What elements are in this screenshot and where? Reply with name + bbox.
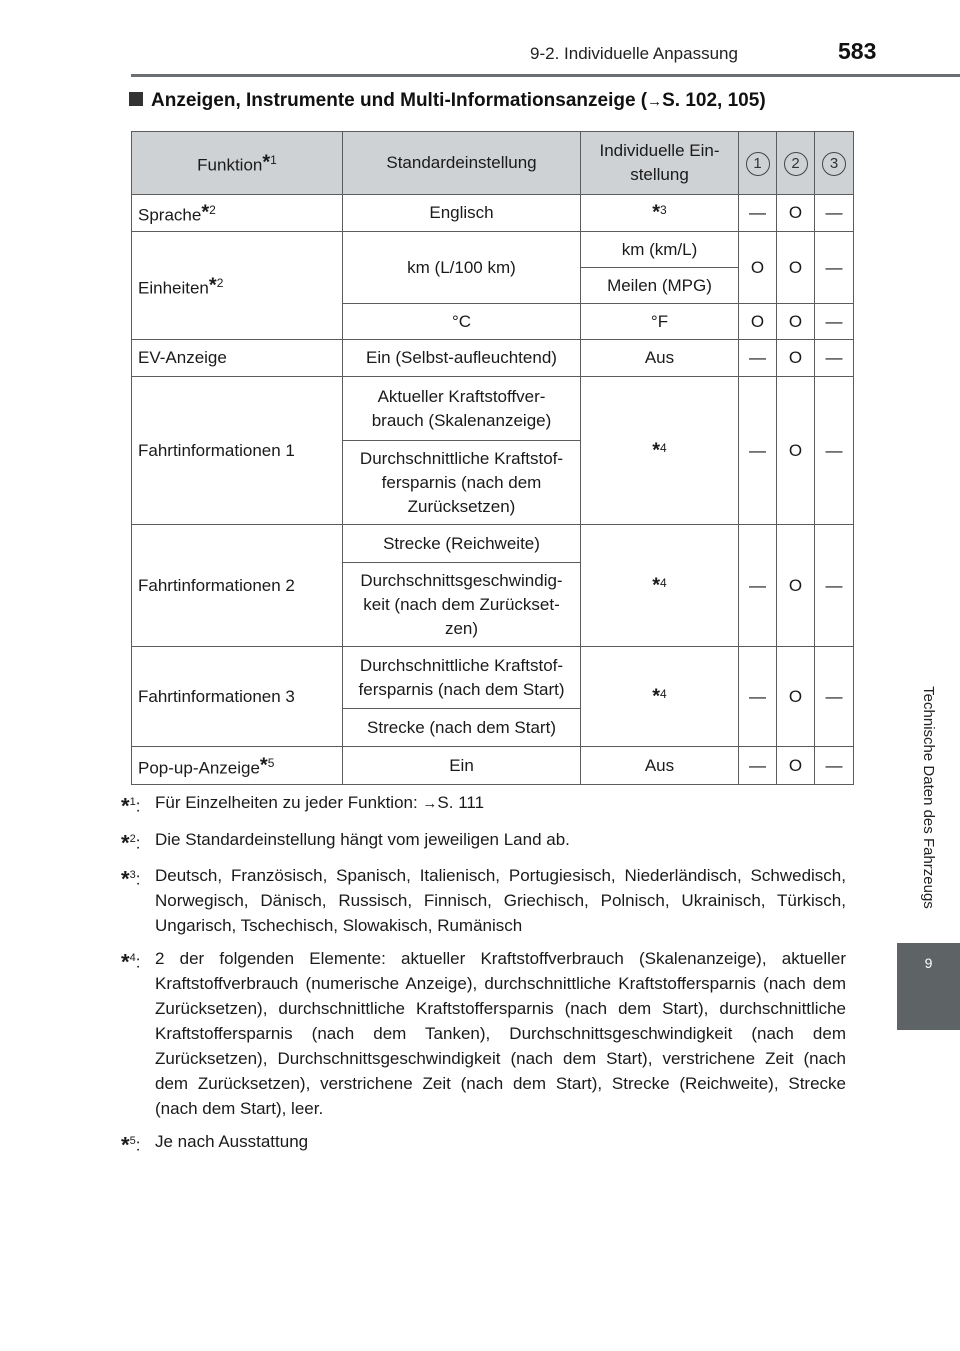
row-mark-2: O: [777, 377, 815, 525]
row-mark-1: O: [739, 304, 777, 340]
cell-line: brauch (Skalenanzeige): [371, 410, 552, 430]
cell-text: Sprache: [138, 205, 202, 225]
footnote-text: Die Standardeinstellung hängt vom jeweiligen Land ab.: [155, 829, 570, 849]
row-default: [343, 563, 581, 647]
footnote-number: 5: [129, 1135, 136, 1148]
row-mark-2: O: [777, 647, 815, 747]
row-custom: [581, 525, 739, 647]
row-custom: [581, 647, 739, 747]
cell-text: Pop-up-Anzeige: [138, 758, 260, 778]
table-row: [132, 195, 854, 232]
footnotes: [121, 790, 846, 1166]
header-custom-line2: stellung: [630, 165, 689, 184]
row-mark-1: —: [739, 647, 777, 747]
table-row: [132, 525, 854, 563]
header-col-2: [777, 132, 815, 195]
footnote-5: [121, 1129, 846, 1158]
cell-line: fersparnis (nach dem Start): [358, 679, 565, 699]
row-custom: km (km/L): [581, 232, 739, 268]
cell-text: Einheiten: [138, 278, 209, 298]
cell-ref: 3: [660, 203, 667, 218]
cell-line: Aktueller Kraftstoffver-: [377, 386, 546, 406]
footnote-1: [121, 790, 846, 819]
asterisk-icon: *: [121, 830, 130, 856]
arrow-right-icon: →: [422, 795, 438, 812]
row-custom: Aus: [581, 340, 739, 377]
row-default: Ein: [343, 747, 581, 785]
row-mark-2: O: [777, 232, 815, 304]
chapter-side-label: [897, 652, 960, 942]
row-mark-3: —: [815, 647, 854, 747]
section-title: 9-2. Individuelle Anpassung: [530, 44, 738, 63]
header-function-ref: 1: [270, 153, 277, 168]
table-row: [132, 340, 854, 377]
header-function-label: Funktion: [197, 155, 263, 175]
footnote-marker: *$^1$:: [121, 793, 141, 819]
cell-ref: 4: [660, 575, 667, 590]
footnote-marker: *$^5$:: [121, 1132, 141, 1158]
asterisk-icon: *: [208, 274, 217, 297]
row-custom: °F: [581, 304, 739, 340]
table-row: [132, 647, 854, 709]
square-bullet-icon: [129, 92, 143, 106]
asterisk-icon: *: [262, 151, 271, 174]
row-mark-1: —: [739, 340, 777, 377]
footnote-number: 2: [129, 832, 136, 845]
row-custom: Meilen (MPG): [581, 268, 739, 304]
row-custom: [581, 195, 739, 232]
footnote-text-before: Für Einzelheiten zu jeder Funktion:: [155, 793, 423, 812]
row-mark-3: —: [815, 747, 854, 785]
header-col-1: [739, 132, 777, 195]
chapter-number: 9: [924, 955, 933, 971]
asterisk-icon: *: [121, 866, 130, 892]
row-mark-3: —: [815, 232, 854, 304]
asterisk-icon: *: [201, 201, 210, 224]
row-mark-2: O: [777, 747, 815, 785]
row-default: km (L/100 km): [343, 232, 581, 304]
footnote-text: Deutsch, Französisch, Spanisch, Italienisch, Portugiesisch, Niederländisch, Schwedisch, Norwegisch, Dänisch, Russisch, Finnisch, Griechisch, Polnisch, Ukrainisch, Türkisch, Ungarisch, Tschechisch, Slowakisch, Rumänisch: [155, 866, 846, 936]
cell-ref: 4: [660, 440, 667, 455]
footnote-4: [121, 946, 846, 1121]
circled-number-2: 2: [784, 152, 808, 176]
row-mark-1: —: [739, 195, 777, 232]
cell-ref: 5: [267, 755, 275, 770]
cell-line: Zurücksetzen): [407, 496, 516, 516]
row-mark-2: O: [777, 525, 815, 647]
header-rule: [131, 74, 960, 77]
header-function: [132, 132, 343, 195]
asterisk-icon: *: [652, 201, 661, 224]
row-mark-1: O: [739, 232, 777, 304]
footnote-3: [121, 863, 846, 938]
row-custom: [581, 377, 739, 525]
row-mark-1: —: [739, 377, 777, 525]
row-mark-1: —: [739, 525, 777, 647]
row-mark-2: O: [777, 195, 815, 232]
footnote-text: Je nach Ausstattung: [155, 1132, 309, 1152]
row-function: [132, 232, 343, 340]
asterisk-icon: *: [652, 439, 661, 462]
row-function: [132, 195, 343, 232]
row-mark-2: O: [777, 304, 815, 340]
cell-ref: 2: [209, 203, 216, 218]
row-default: °C: [343, 304, 581, 340]
footnote-2: [121, 827, 846, 856]
row-mark-3: —: [815, 340, 854, 377]
row-mark-1: —: [739, 747, 777, 785]
footnote-marker: *$^4$:: [121, 949, 141, 975]
section-heading: [129, 90, 766, 112]
row-mark-3: —: [815, 525, 854, 647]
asterisk-icon: *: [121, 1132, 130, 1158]
circled-number-1: 1: [746, 152, 770, 176]
footnote-number: 3: [129, 869, 136, 882]
row-mark-3: —: [815, 377, 854, 525]
table-row: [132, 232, 854, 268]
footnote-number: 4: [129, 952, 136, 965]
table-row: [132, 377, 854, 441]
table-header-row: [132, 132, 854, 195]
heading-ref[interactable]: S. 102, 105): [662, 90, 766, 111]
page-number: 583: [838, 38, 877, 64]
header-custom: [581, 132, 739, 195]
asterisk-icon: *: [121, 949, 130, 975]
cell-ref: 2: [216, 275, 224, 290]
chapter-tab[interactable]: [897, 943, 960, 1030]
asterisk-icon: *: [652, 685, 661, 708]
row-mark-2: O: [777, 340, 815, 377]
cell-line: Durchschnittliche Kraftstof-: [359, 448, 564, 468]
cell-line: fersparnis (nach dem: [381, 472, 542, 492]
circled-number-3: 3: [822, 152, 846, 176]
chapter-label-text: Technische Daten des Fahrzeugs: [920, 685, 938, 909]
footnote-marker: *$^3$:: [121, 866, 141, 892]
row-mark-3: —: [815, 195, 854, 232]
row-default: Englisch: [343, 195, 581, 232]
cell-line: Durchschnittliche Kraftstof-: [359, 655, 564, 675]
row-function: EV-Anzeige: [132, 340, 343, 377]
row-default: Ein (Selbst-aufleuchtend): [343, 340, 581, 377]
asterisk-icon: *: [121, 793, 130, 819]
settings-table: [131, 131, 854, 785]
header-default: Standardeinstellung: [343, 132, 581, 195]
header-col-3: [815, 132, 854, 195]
row-mark-3: —: [815, 304, 854, 340]
cell-line: zen): [444, 618, 479, 638]
row-default: [343, 377, 581, 441]
footnote-marker: *$^2$:: [121, 830, 141, 856]
row-function: Fahrtinformationen 2: [132, 525, 343, 647]
asterisk-icon: *: [259, 754, 268, 777]
cell-line: Durchschnittsgeschwindig-: [360, 570, 563, 590]
row-function: Fahrtinformationen 1: [132, 377, 343, 525]
asterisk-icon: *: [652, 574, 661, 597]
row-default: Strecke (nach dem Start): [343, 709, 581, 747]
footnote-text: 2 der folgenden Elemente: aktueller Kraftstoffverbrauch (Skalenanzeige), aktueller Kraftstoffverbrauch (numerische Anzeige), durchschnittliche Kraftstoffersparnis (nach dem Zurücksetzen), durchschnittliche Kraftstoffersparnis (nach dem Start), durchschnittliche Kraftstoffersparnis (nach dem Tanken), Durchschnittsgeschwindigkeit (nach dem Zurücksetzen), Durchschnittsgeschwindigkeit (nach dem Start), verstrichene Zeit (nach dem Zurücksetzen), verstrichene Zeit (nach dem Start), Strecke (Reichweite), Strecke (nach dem Start), leer.: [155, 949, 846, 1119]
row-default: [343, 647, 581, 709]
cell-line: keit (nach dem Zurückset-: [363, 594, 560, 614]
row-function: Fahrtinformationen 3: [132, 647, 343, 747]
arrow-right-icon: →: [647, 93, 663, 110]
row-function: [132, 747, 343, 785]
footnote-page-ref[interactable]: S. 111: [437, 793, 485, 812]
cell-ref: 4: [660, 686, 667, 701]
row-default: [343, 441, 581, 525]
heading-text: Anzeigen, Instrumente und Multi-Informationsanzeige (: [151, 90, 648, 111]
table-row: [132, 747, 854, 785]
footnote-text: [155, 790, 846, 819]
header-custom-line1: Individuelle Ein-: [599, 141, 720, 160]
footnote-number: 1: [129, 796, 136, 808]
row-custom: Aus: [581, 747, 739, 785]
row-default: Strecke (Reichweite): [343, 525, 581, 563]
